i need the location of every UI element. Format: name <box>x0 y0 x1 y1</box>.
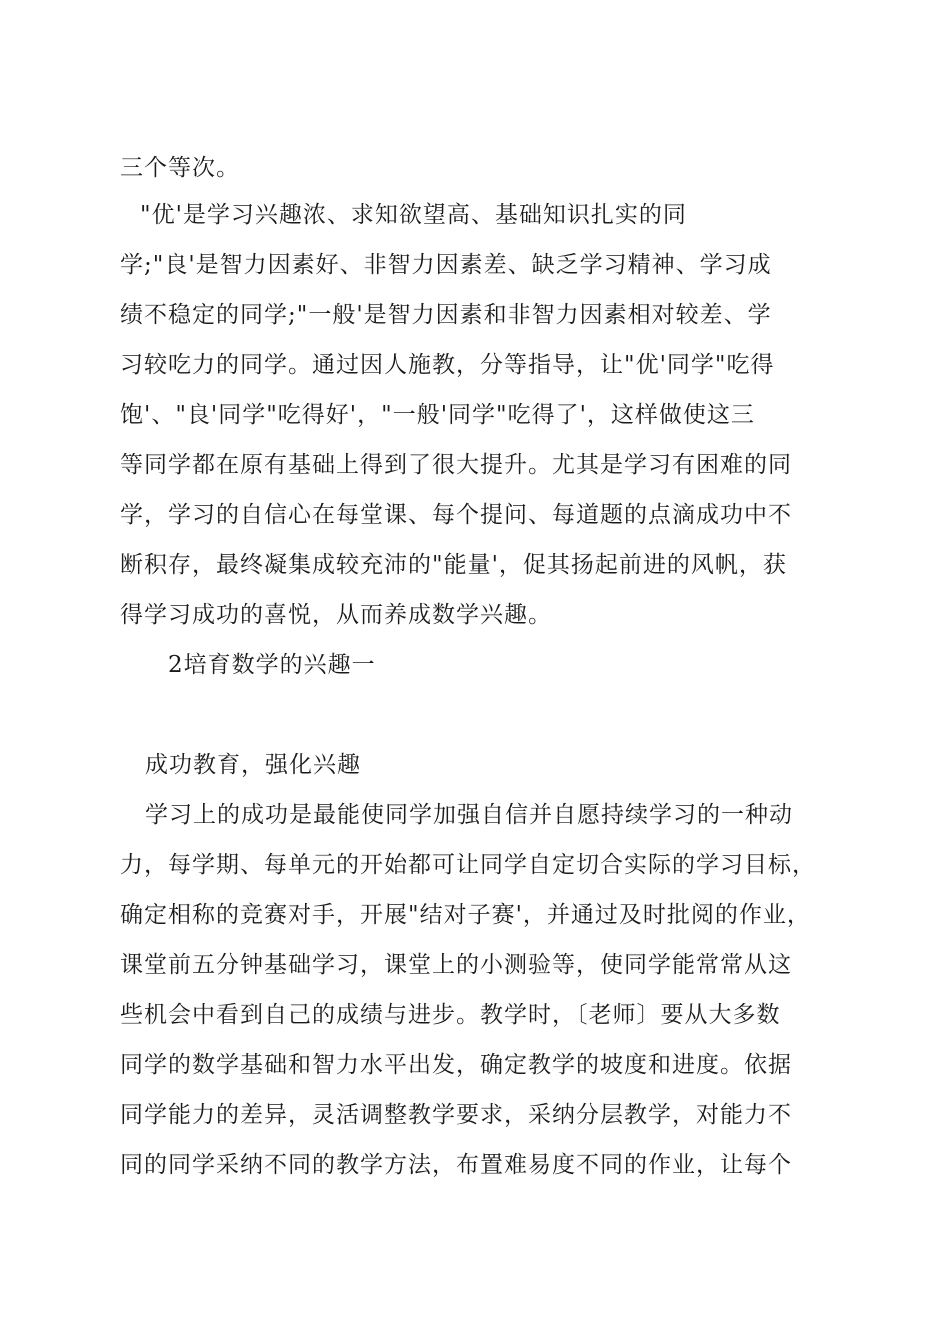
text-line: 得学习成功的喜悦，从而养成数学兴趣。 <box>120 602 552 628</box>
text-line: 些机会中看到自己的成绩与进步。教学时，〔老师〕要从大多数 <box>120 1002 781 1028</box>
text-line: 学习上的成功是最能使同学加强自信并自愿持续学习的一种动 <box>145 802 793 828</box>
text-line: 同学的数学基础和智力水平出发，确定教学的坡度和进度。依据 <box>120 1052 792 1078</box>
text-line: 学;"良'是智力因素好、非智力因素差、缺乏学习精神、学习成 <box>120 252 772 278</box>
text-line: 习较吃力的同学。通过因人施教，分等指导，让"优'同学"吃得 <box>120 352 775 378</box>
text-line: 力，每学期、每单元的开始都可让同学自定切合实际的学习目标， <box>120 852 816 878</box>
section-heading: 2培育数学的兴趣一 <box>168 652 376 678</box>
text-line: 同学能力的差异，灵活调整教学要求，采纳分层教学，对能力不 <box>120 1102 792 1128</box>
subsection-heading: 成功教育，强化兴趣 <box>145 752 361 778</box>
text-line: 确定相称的竞赛对手，开展"结对子赛'，并通过及时批阅的作业， <box>120 902 811 928</box>
text-line: 三个等次。 <box>120 155 240 181</box>
text-line: 断积存，最终凝集成较充沛的"能量'，促其扬起前进的风帆，获 <box>120 552 787 578</box>
text-line: 课堂前五分钟基础学习，课堂上的小测验等，使同学能常常从这 <box>120 952 792 978</box>
text-line: 等同学都在原有基础上得到了很大提升。尤其是学习有困难的同 <box>120 452 792 478</box>
text-line: "优'是学习兴趣浓、求知欲望高、基础知识扎实的同 <box>140 202 687 228</box>
text-line: 饱'、"良'同学"吃得好'，"一般'同学"吃得了'，这样做使这三 <box>120 402 755 428</box>
text-line: 同的同学采纳不同的教学方法，布置难易度不同的作业，让每个 <box>120 1152 792 1178</box>
text-line: 绩不稳定的同学;"一般'是智力因素和非智力因素相对较差、学 <box>120 302 772 328</box>
text-line: 学，学习的自信心在每堂课、每个提问、每道题的点滴成功中不 <box>120 502 792 528</box>
